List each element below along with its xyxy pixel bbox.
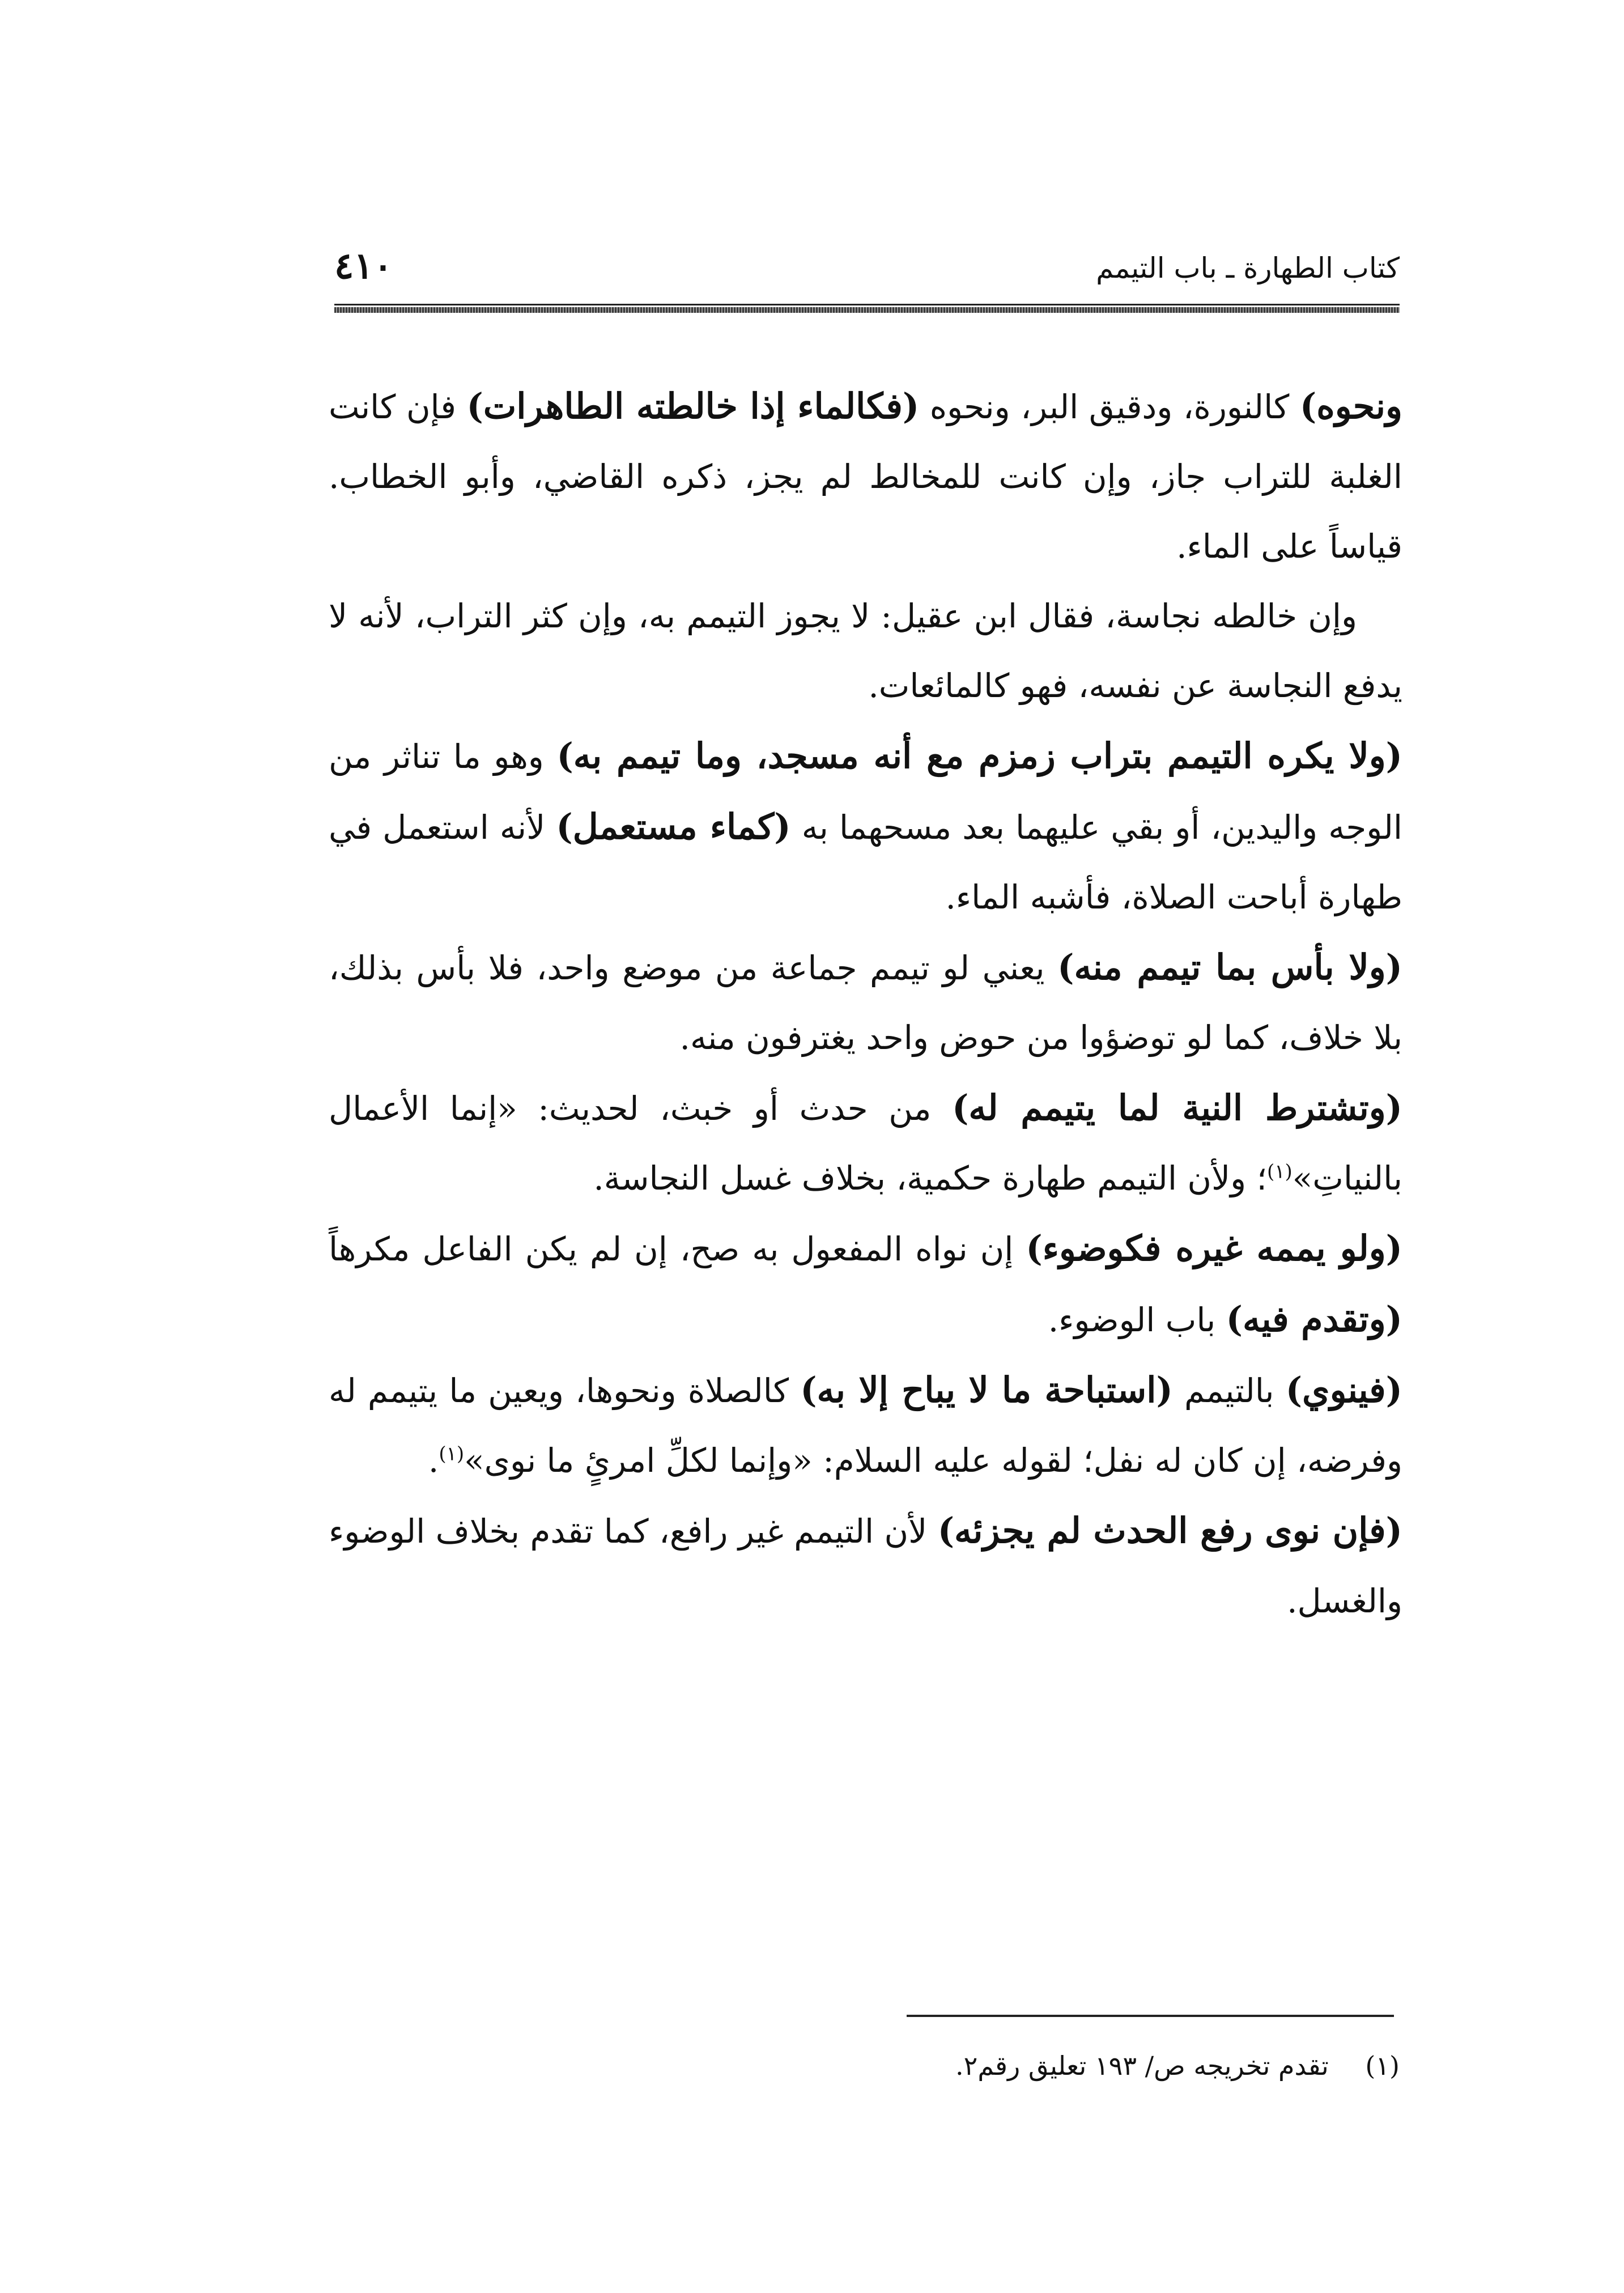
matn-text: (فكالماء إذا خالطته الطاهرات) (466, 385, 920, 427)
matn-text: (ولو يممه غيره فكوضوء) (1026, 1228, 1402, 1269)
page-number: ٤١٠ (334, 245, 393, 287)
paragraph (329, 371, 1402, 581)
footnote-number: (١) (1365, 2050, 1400, 2081)
footnote-reference: (١) (439, 1442, 465, 1466)
sharh-text: لأنه استعمل في طهارة أباحت الصلاة، فأشبه الماء. (329, 808, 1402, 916)
sharh-text: كالنورة، ودقيق البر، ونحوه (919, 388, 1300, 426)
sharh-text: لأن التيمم غير رافع، كما تقدم بخلاف الوضوء والغسل. (329, 1512, 1402, 1620)
sharh-text: ؛ ولأن التيمم طهارة حكمية، بخلاف غسل النجاسة. (593, 1159, 1267, 1198)
matn-text: (فإن نوى رفع الحدث لم يجزئه) (937, 1510, 1402, 1551)
paragraph (329, 1355, 1402, 1496)
footnote-reference: (١) (1266, 1160, 1293, 1183)
paragraph (329, 932, 1402, 1073)
matn-text: (ولا بأس بما تيمم منه) (1057, 946, 1402, 988)
footnote-separator (907, 2015, 1394, 2017)
matn-text: (وتقدم فيه) (1226, 1298, 1402, 1340)
sharh-text: . (428, 1441, 439, 1480)
sharh-text: يعني لو تيمم جماعة من موضع واحد، فلا بأس بذلك، بلا خلاف، كما لو توضؤوا من حوض واحد يغترفون منه. (329, 949, 1402, 1057)
sharh-text: إن نواه المفعول به صح، إن لم يكن الفاعل مكرهاً (329, 1230, 1026, 1268)
sharh-text: بالتيمم (1172, 1371, 1286, 1410)
chapter-title: كتاب الطهارة ـ باب التيمم (1096, 252, 1400, 284)
paragraph (329, 1213, 1402, 1355)
matn-text: (استباحة ما لا يباح إلا به) (800, 1369, 1173, 1411)
paragraph (329, 581, 1402, 721)
sharh-text: وهو ما تناثر من الوجه واليدين، أو بقي عليهما بعد مسحهما به (329, 737, 1402, 847)
footnote (334, 2046, 1400, 2086)
matn-text: (كماء مستعمل) (556, 806, 791, 847)
matn-text: (ولا يكره التيمم بتراب زمزم مع أنه مسجد، وما تيمم به) (556, 735, 1402, 776)
paragraph (329, 1073, 1402, 1213)
matn-text: ونحوه) (1299, 385, 1402, 427)
paragraph (329, 721, 1402, 932)
main-text (329, 371, 1402, 1636)
matn-text: (وتشترط النية لما يتيمم له) (952, 1087, 1402, 1128)
header-rule-line (334, 304, 1400, 305)
footnote-text: تقدم تخريجه ص/ ١٩٣ تعليق رقم٢. (955, 2050, 1329, 2081)
paragraph (329, 1496, 1402, 1636)
matn-text: (فينوي) (1285, 1369, 1402, 1411)
running-header (334, 244, 1400, 306)
sharh-text: كالصلاة ونحوها، ويعين ما يتيمم له وفرضه، إن كان له نفل؛ لقوله عليه السلام: «وإنما لكلِّ امرئٍ ما نوى» (329, 1371, 1402, 1480)
sharh-text: من حدث أو خبث، لحديث: «إنما الأعمال بالنياتِ» (329, 1089, 1402, 1198)
sharh-text: وإن خالطه نجاسة، فقال ابن عقيل: لا يجوز التيمم به، وإن كثر التراب، لأنه لا يدفع النجاسة عن نفسه، فهو كالمائعات. (329, 597, 1402, 705)
sharh-text: فإن كانت الغلبة للتراب جاز، وإن كانت للمخالط لم يجز، ذكره القاضي، وأبو الخطاب. قياساً على الماء. (329, 388, 1402, 566)
sharh-text: باب الوضوء. (1048, 1301, 1226, 1339)
header-rule-pattern (334, 307, 1400, 313)
